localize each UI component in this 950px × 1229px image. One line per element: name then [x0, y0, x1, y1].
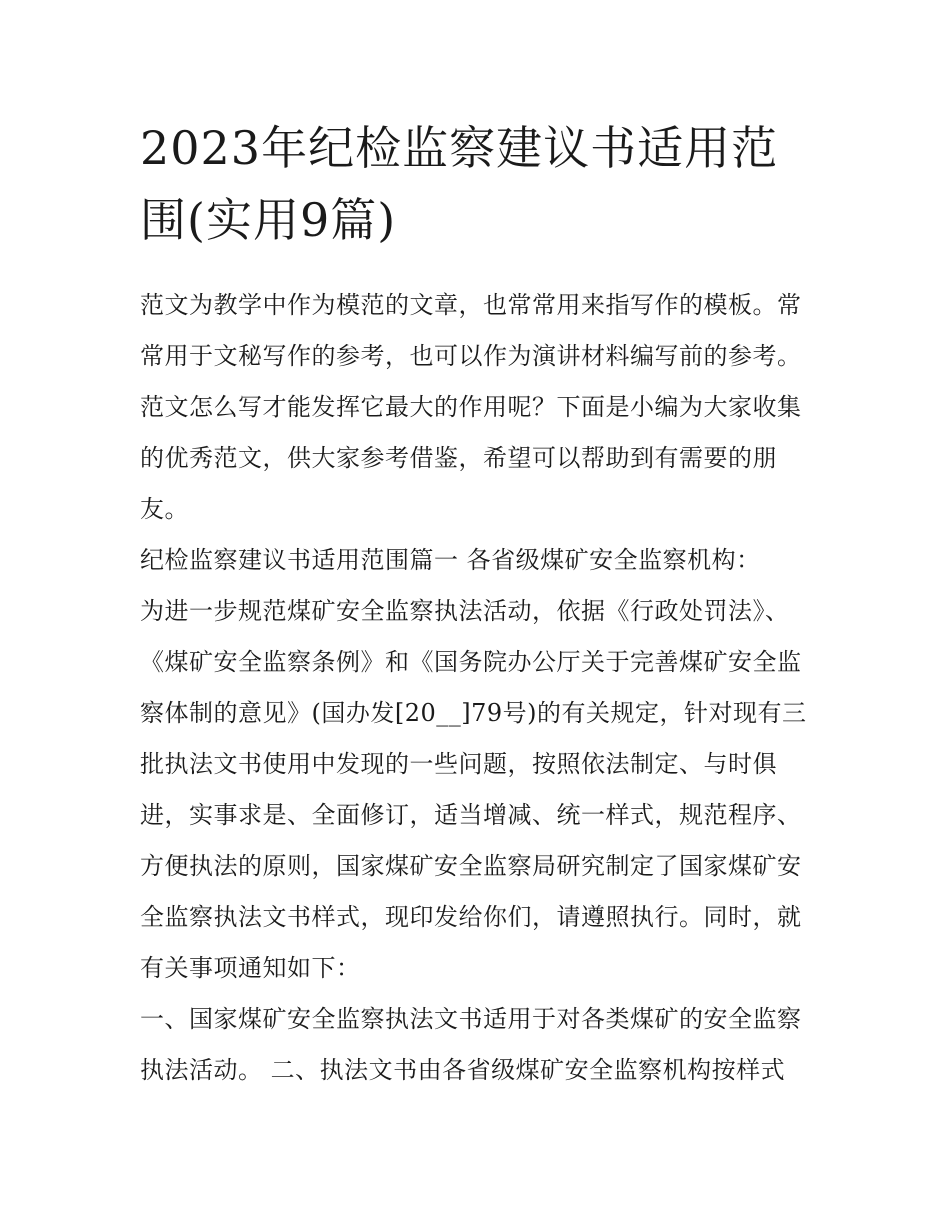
document-title: 2023年纪检监察建议书适用范围(实用9篇) [140, 121, 779, 247]
document-body: 范文为教学中作为模范的文章，也常常用来指写作的模板。常常用于文秘写作的参考，也可以作为演讲材料编写前的参考。范文怎么写才能发挥它最大的作用呢？下面是小编为大家收集的优秀范文，供大家参考借鉴，希望可以帮助到有需要的朋友。 纪检监察建议书适用范围篇一 各省级煤矿安全监察机构： 为进一步规范煤矿安全监察执法活动，依据《行政处罚法》、《煤矿安全监察条例》和《国务院办公厅关于完善煤矿安全监察体制的意见》(国办发[20__]79号)的有关规定，针对现有三批执法文书使用中发现的一些问题，按照依法制定、与时俱进，实事求是、全面修订，适当增减、统一样式，规范程序、方便执法的原则，国家煤矿安全监察局研究制定了国家煤矿安全监察执法文书样式，现印发给你们，请遵照执行。同时，就有关事项通知如下： 一、国家煤矿安全监察执法文书适用于对各类煤矿的安全监察执法活动。 二、执法文书由各省级煤矿安全监察机构按样式 [140, 291, 807, 1084]
document-page [140, 112, 815, 1096]
